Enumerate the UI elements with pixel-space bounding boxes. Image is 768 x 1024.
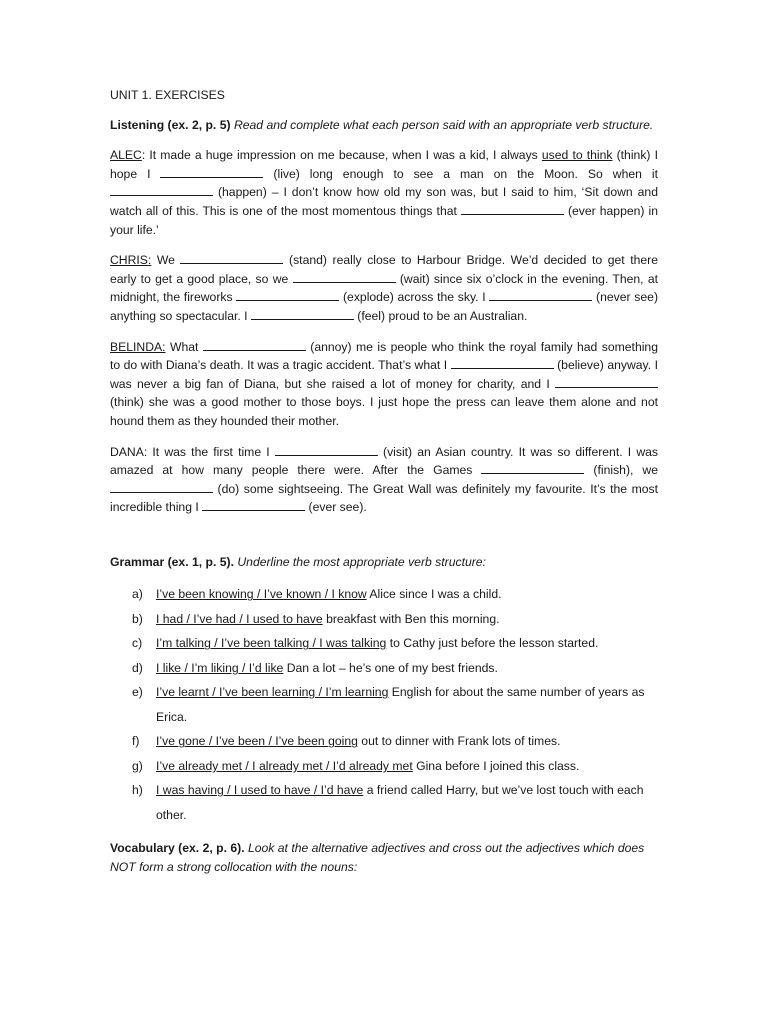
verb-options[interactable]: I’ve already met / I already met / I’d already met [156, 758, 413, 773]
chris-text-3: (wait) since six o’clock in the evening. Then, at midnight, the fireworks [110, 271, 658, 305]
belinda-name: BELINDA: [110, 339, 166, 354]
grammar-heading [110, 553, 658, 572]
answer-blank[interactable] [180, 251, 283, 264]
vocabulary-heading-label: Vocabulary (ex. 2, p. 6). [110, 841, 245, 856]
answer-blank[interactable] [489, 288, 592, 301]
vocabulary-heading [110, 839, 658, 876]
chris-text-4: (explode) across the sky. I [339, 290, 490, 305]
listening-instructions: Read and complete what each person said with an appropriate verb structure. [233, 117, 654, 132]
verb-options[interactable]: I’m talking / I’ve been talking / I was talking [156, 636, 387, 651]
answer-blank[interactable] [202, 498, 305, 511]
grammar-list [110, 582, 658, 827]
dana-text-4: (do) some sightseeing. The Great Wall was definitely my favourite. It’s the most incredible thing I [110, 481, 658, 515]
belinda-paragraph [110, 338, 658, 431]
list-item [110, 631, 658, 656]
item-text: out to dinner with Frank lots of times. [357, 734, 561, 749]
chris-text-2: (stand) really close to Harbour Bridge. We’d decided to get there early to get a good place, so we [110, 253, 658, 286]
answer-blank[interactable] [160, 165, 263, 178]
item-label: f) [132, 734, 140, 749]
section-spacer [110, 529, 658, 553]
list-item [110, 729, 658, 754]
dana-text-3: (finish), we [584, 463, 658, 478]
list-item [110, 607, 658, 632]
answer-blank[interactable] [293, 270, 396, 283]
verb-options[interactable]: I’ve been knowing / I’ve known / I know [156, 587, 367, 602]
verb-options[interactable]: I was having / I used to have / I’d have [156, 783, 364, 798]
item-label: a) [132, 587, 143, 602]
grammar-heading-label: Grammar (ex. 1, p. 5). [110, 554, 234, 569]
verb-options[interactable]: I like / I’m liking / I’d like [156, 660, 284, 675]
item-text: to Cathy just before the lesson started. [386, 636, 599, 651]
dana-text-2: (visit) an Asian country. It was so different. I was amazed at how many people there were. After the Games [110, 444, 658, 478]
list-item [110, 754, 658, 779]
listening-heading [110, 116, 658, 135]
list-item [110, 778, 658, 827]
dana-paragraph [110, 443, 658, 517]
item-text: Alice since I was a child. [366, 587, 502, 602]
chris-text-6: (feel) proud to be an Australian. [353, 308, 528, 323]
item-label: c) [132, 636, 143, 651]
answer-blank[interactable] [110, 183, 213, 196]
item-text: Dan a lot – he’s one of my best friends. [283, 660, 498, 675]
alec-example-answer: used to think [541, 148, 613, 163]
item-text: breakfast with Ben this morning. [322, 611, 500, 626]
alec-text-3: (live) long enough to see a man on the Moon. So when it [263, 166, 658, 181]
answer-blank[interactable] [203, 338, 306, 351]
dana-text-5: (ever see). [305, 500, 367, 515]
belinda-text-3: (believe) anyway. I was never a big fan of Diana, but she raised a lot of money for charity, and I [110, 358, 658, 391]
alec-text-1: : It made a huge impression on me because, when I was a kid, I always [141, 148, 542, 163]
answer-blank[interactable] [451, 356, 554, 369]
alec-name: ALEC [110, 148, 142, 163]
answer-blank[interactable] [461, 202, 564, 215]
answer-blank[interactable] [236, 288, 339, 301]
verb-options[interactable]: I had / I’ve had / I used to have [156, 611, 323, 626]
answer-blank[interactable] [275, 443, 378, 456]
chris-text-1: We [151, 253, 181, 268]
alec-text-4: (happen) – I don’t know how old my son was, but I said to him, ‘Sit down and watch all of this. This is one of the most momentous things that [110, 185, 658, 218]
verb-options[interactable]: I’ve gone / I’ve been / I’ve been going [156, 734, 358, 749]
document-content [110, 86, 658, 877]
answer-blank[interactable] [555, 375, 658, 388]
item-label: b) [132, 611, 143, 626]
chris-text-5: (never see) anything so spectacular. I [110, 290, 658, 323]
list-item [110, 656, 658, 681]
item-text: English for about the same number of years as Erica. [156, 685, 645, 724]
belinda-text-2: (annoy) me is people who think the royal family had something to do with Diana’s death. It was a tragic accident. That’s what I [110, 339, 658, 373]
item-label: d) [132, 660, 143, 675]
grammar-instructions: Underline the most appropriate verb structure: [237, 554, 486, 569]
list-item [110, 680, 658, 729]
belinda-text-1: What [165, 339, 203, 354]
answer-blank[interactable] [110, 480, 213, 493]
item-label: g) [132, 758, 143, 773]
belinda-text-4: (think) she was a good mother to those boys. I just hope the press can leave them alone and not hound them as they hounded their mother. [110, 395, 658, 428]
item-text: a friend called Harry, but we’ve lost touch with each other. [156, 783, 644, 822]
chris-paragraph [110, 251, 658, 325]
item-label: e) [132, 685, 143, 700]
alec-paragraph [110, 146, 658, 239]
answer-blank[interactable] [251, 307, 354, 320]
unit-title: UNIT 1. EXERCISES [110, 88, 225, 102]
chris-name: CHRIS: [110, 253, 152, 268]
alec-text-5: (ever happen) in your life.’ [110, 203, 658, 237]
list-item [110, 582, 658, 607]
answer-blank[interactable] [481, 461, 584, 474]
item-text: Gina before I joined this class. [412, 758, 580, 773]
vocabulary-instructions: Look at the alternative adjectives and cross out the adjectives which does NOT form a strong collocation with the nouns: [110, 841, 645, 875]
alec-text-2: (think) I hope I [110, 148, 658, 181]
listening-heading-label: Listening (ex. 2, p. 5) [110, 117, 231, 132]
dana-text-1: DANA: It was the first time I [110, 444, 275, 459]
item-label: h) [132, 783, 143, 798]
verb-options[interactable]: I’ve learnt / I’ve been learning / I’m learning [156, 685, 389, 700]
